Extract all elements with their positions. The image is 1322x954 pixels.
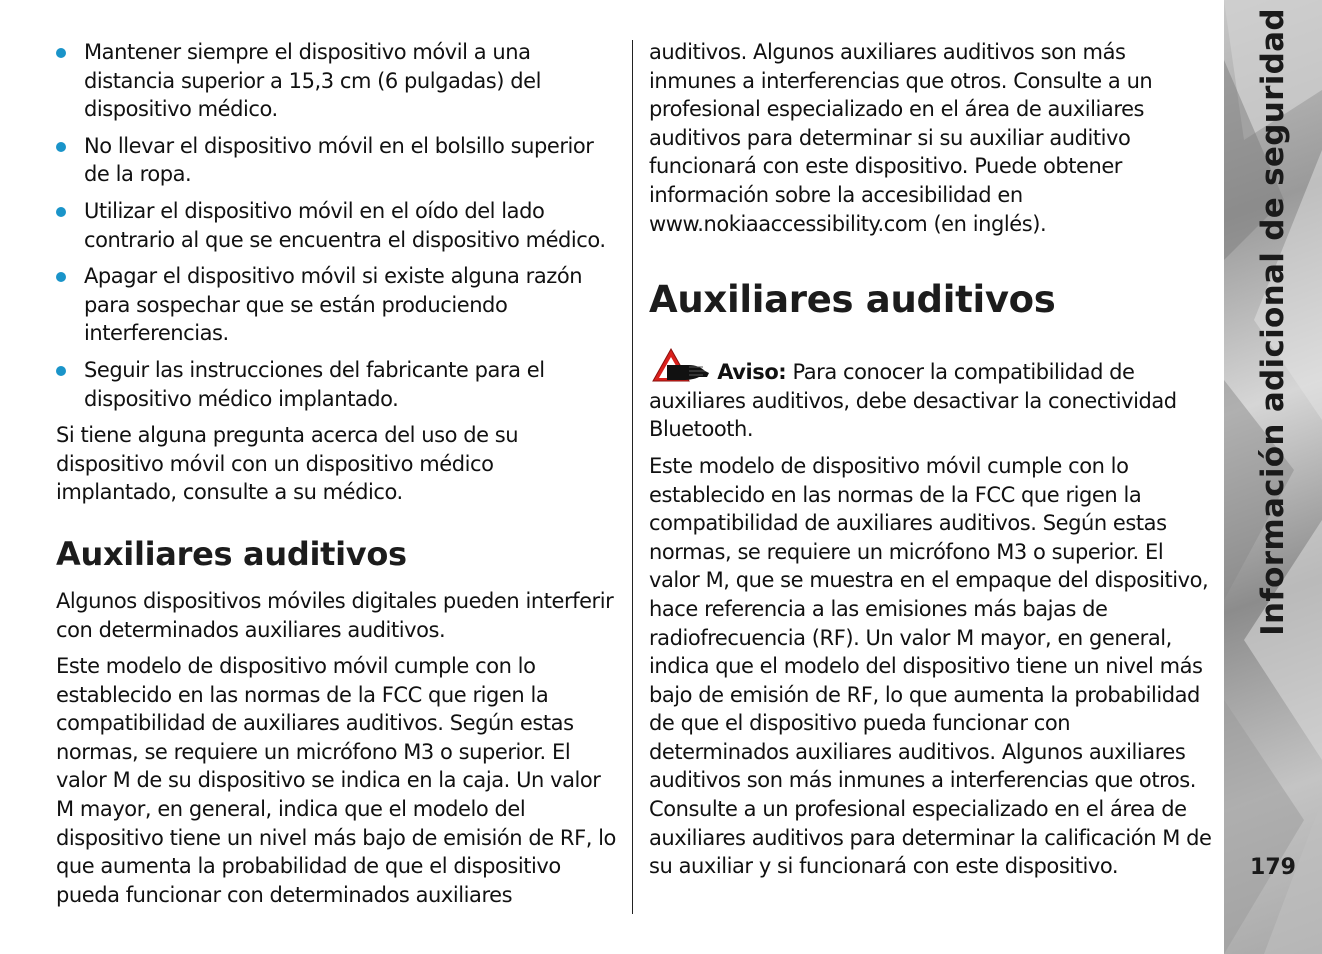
list-item [56,132,618,189]
closing-paragraph: Si tiene alguna pregunta acerca del uso de su dispositivo móvil con un dispositivo médico implantado, consulte a su médico. [56,423,519,505]
right-column [649,38,1215,889]
section-heading: Auxiliares auditivos [56,534,407,573]
list-item [56,356,618,413]
section-title: Información adicional de seguridad [1255,8,1291,636]
list-item [56,38,618,124]
section-sidebar [1224,0,1322,954]
list-item [56,197,618,254]
bullet-text: No llevar el dispositivo móvil en el bolsillo superior de la ropa. [84,133,594,187]
section-heading: Auxiliares auditivos [649,278,1056,322]
warning-note [649,345,1215,444]
bullet-dot-icon [56,48,66,58]
column-divider [632,40,633,914]
bullet-dot-icon [56,207,66,217]
bullet-text: Mantener siempre el dispositivo móvil a una distancia superior a 15,3 cm (6 pulgadas) del dispositivo médico. [84,40,541,122]
warning-label: Aviso: [717,360,787,385]
body-paragraph: Este modelo de dispositivo móvil cumple con lo establecido en las normas de la FCC que rigen la compatibilidad de auxiliares auditivos. Según estas normas, se requiere un micrófono M3 o superior. El valor M de su dispositivo se indica en la caja. Un valor M mayor, en general, indica que el modelo del dispositivo tiene un nivel más bajo de emisión de RF, lo que aumenta la probabilidad de que el dispositivo pueda funcionar con determinados auxiliares [56,654,616,907]
page-number: 179 [1250,855,1296,880]
continuation-paragraph: auditivos. Algunos auxiliares auditivos son más inmunes a interferencias que otros. Consulte a un profesional especializado en el área de auxiliares auditivos para determinar si su auxiliar auditivo funcionará con este dispositivo. Puede obtener información sobre la accesibilidad en www.nokiaaccessibility.com (en inglés). [649,40,1153,236]
bullet-text: Utilizar el dispositivo móvil en el oído del lado contrario al que se encuentra el dispositivo médico. [84,198,606,252]
body-paragraph: Algunos dispositivos móviles digitales pueden interferir con determinados auxiliares auditivos. [56,588,614,642]
left-column [56,38,618,917]
bullet-list [56,38,618,413]
body-paragraph: Este modelo de dispositivo móvil cumple con lo establecido en las normas de la FCC que rigen la compatibilidad de auxiliares auditivos. Según estas normas, se requiere un micrófono M3 o superior. El valor M, que se muestra en el empaque del dispositivo, hace referencia a las emisiones más bajas de radiofrecuencia (RF). Un valor M mayor, en general, indica que el modelo del dispositivo tiene un nivel más bajo de emisión de RF, lo que aumenta la probabilidad de que el dispositivo pueda funcionar con determinados auxiliares auditivos. Algunos auxiliares auditivos son más inmunes a interferencias que otros. Consulte a un profesional especializado en el área de auxiliares auditivos para determinar la calificación M de su auxiliar y si funcionará con este dispositivo. [649,453,1212,879]
warning-hand-icon [649,345,711,385]
bullet-dot-icon [56,142,66,152]
bullet-dot-icon [56,366,66,376]
list-item [56,262,618,348]
bullet-dot-icon [56,272,66,282]
bullet-text: Apagar el dispositivo móvil si existe alguna razón para sospechar que se están produciendo interferencias. [84,264,583,346]
warning-text: Para conocer la compatibilidad de auxiliares auditivos, debe desactivar la conectividad Bluetooth. [649,360,1177,442]
bullet-text: Seguir las instrucciones del fabricante para el dispositivo médico implantado. [84,357,545,411]
